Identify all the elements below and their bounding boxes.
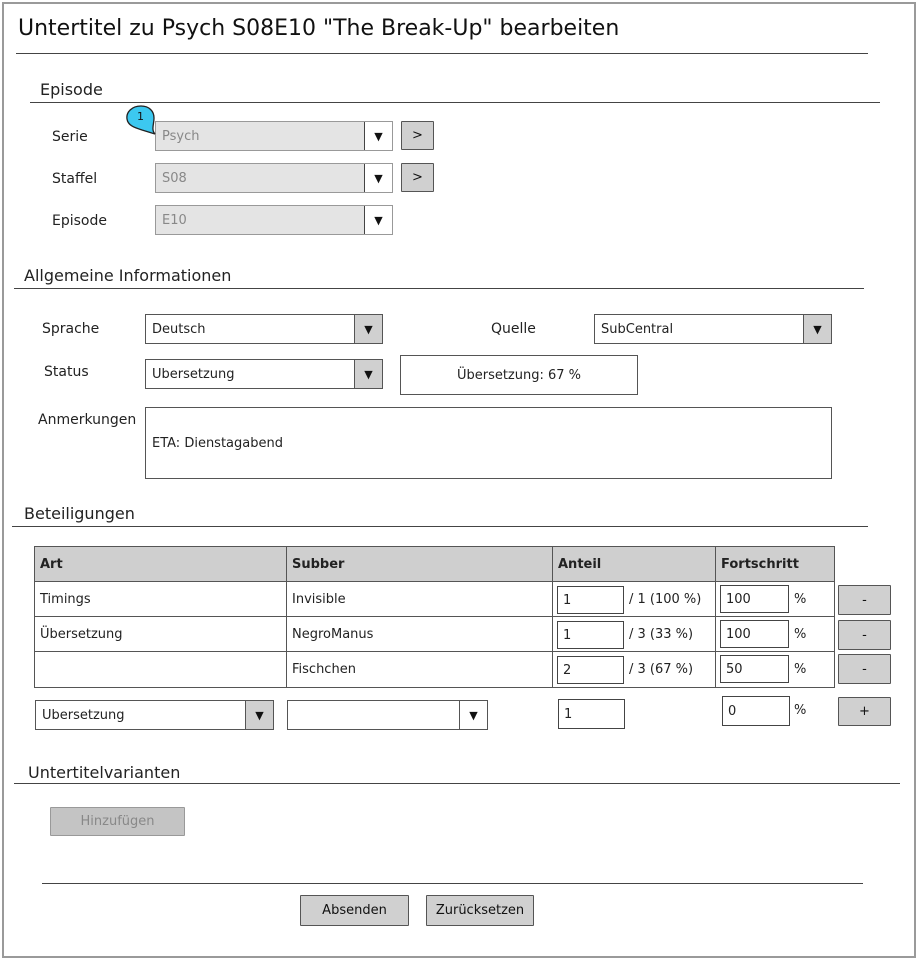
- chevron-down-icon[interactable]: ▼: [364, 122, 392, 150]
- row-art: Timings: [35, 582, 287, 616]
- quelle-label: Quelle: [491, 321, 536, 337]
- section-heading-contributions: Beteiligungen: [24, 504, 135, 523]
- chevron-down-icon[interactable]: ▼: [803, 315, 831, 343]
- episode-select[interactable]: [155, 205, 393, 235]
- add-variant-button[interactable]: Hinzufügen: [50, 807, 185, 836]
- table-header-row: [35, 547, 834, 582]
- reset-button[interactable]: Zurücksetzen: [426, 895, 534, 926]
- row-subber: NegroManus: [287, 617, 553, 651]
- row-fortschritt-cell: [716, 652, 834, 687]
- sprache-label: Sprache: [42, 321, 100, 337]
- row-fortschritt-cell: [716, 617, 834, 651]
- new-art-select-value: Übersetzung: [42, 707, 125, 723]
- new-percent-unit: %: [794, 703, 807, 718]
- row-subber: Invisible: [287, 582, 553, 616]
- row-art: Übersetzung: [35, 617, 287, 651]
- chevron-down-icon[interactable]: ▼: [364, 164, 392, 192]
- quelle-select-value: SubCentral: [601, 321, 674, 337]
- annotation-badge-number: 1: [137, 110, 144, 123]
- anmerkungen-label: Anmerkungen: [38, 412, 137, 428]
- status-label: Status: [44, 364, 89, 380]
- status-progress-display: Übersetzung: 67 %: [400, 355, 638, 395]
- column-header-anteil: Anteil: [553, 547, 716, 581]
- new-fortschritt-input[interactable]: 0: [722, 696, 790, 726]
- fortschritt-input[interactable]: 100: [720, 620, 789, 648]
- quelle-select[interactable]: [594, 314, 832, 344]
- anmerkungen-textarea[interactable]: ETA: Dienstagabend: [145, 407, 832, 479]
- section-heading-episode: Episode: [40, 80, 103, 99]
- footer-divider: [42, 883, 863, 884]
- add-row-button[interactable]: +: [838, 697, 891, 726]
- status-select[interactable]: [145, 359, 383, 389]
- staffel-next-button[interactable]: >: [401, 163, 434, 192]
- serie-next-button[interactable]: >: [401, 121, 434, 150]
- serie-select[interactable]: [155, 121, 393, 151]
- submit-button[interactable]: Absenden: [300, 895, 409, 926]
- variants-divider: [14, 783, 900, 784]
- section-heading-variants: Untertitelvarianten: [28, 763, 181, 782]
- row-subber: Fischchen: [287, 652, 553, 687]
- remove-row-button[interactable]: -: [838, 654, 891, 684]
- column-header-fortschritt: Fortschritt: [721, 556, 799, 572]
- chevron-down-icon[interactable]: ▼: [364, 206, 392, 234]
- row-anteil-cell: [553, 652, 716, 687]
- staffel-label: Staffel: [52, 171, 98, 187]
- general-divider: [14, 288, 864, 289]
- staffel-select-value: S08: [162, 170, 187, 186]
- column-header-art: Art: [35, 547, 287, 581]
- anteil-total: / 3 (33 %): [629, 626, 694, 642]
- remove-row-button[interactable]: -: [838, 620, 891, 650]
- page-title: Untertitel zu Psych S08E10 "The Break-Up" bearbeiten: [18, 16, 620, 41]
- row-art: [35, 652, 287, 687]
- remove-row-button[interactable]: -: [838, 585, 891, 615]
- row-fortschritt-cell: [716, 582, 834, 616]
- section-heading-general: Allgemeine Informationen: [24, 266, 232, 285]
- annotation-badge: [124, 104, 160, 136]
- episode-select-value: E10: [162, 212, 187, 228]
- chevron-down-icon[interactable]: ▼: [354, 360, 382, 388]
- anteil-input[interactable]: 2: [557, 656, 624, 684]
- serie-select-value: Psych: [162, 128, 200, 144]
- fortschritt-input[interactable]: 50: [720, 655, 789, 683]
- serie-label: Serie: [52, 129, 88, 145]
- status-select-value: Übersetzung: [152, 366, 235, 382]
- sprache-select[interactable]: [145, 314, 383, 344]
- episode-divider: [30, 102, 880, 103]
- staffel-select[interactable]: [155, 163, 393, 193]
- episode-label: Episode: [52, 213, 107, 229]
- sprache-select-value: Deutsch: [152, 321, 206, 337]
- percent-unit: %: [794, 662, 807, 677]
- table-row: [35, 652, 834, 687]
- anteil-input[interactable]: 1: [557, 586, 624, 614]
- row-anteil-cell: [553, 582, 716, 616]
- new-subber-select[interactable]: [287, 700, 488, 730]
- table-row: [35, 617, 834, 652]
- row-anteil-cell: [553, 617, 716, 651]
- chevron-down-icon[interactable]: ▼: [354, 315, 382, 343]
- fortschritt-input[interactable]: 100: [720, 585, 789, 613]
- anteil-input[interactable]: 1: [557, 621, 624, 649]
- new-art-select[interactable]: [35, 700, 274, 730]
- chevron-down-icon[interactable]: ▼: [245, 701, 273, 729]
- chevron-down-icon[interactable]: ▼: [459, 701, 487, 729]
- contributions-divider: [12, 526, 868, 527]
- anteil-total: / 3 (67 %): [629, 662, 694, 677]
- contributions-table: [34, 546, 835, 688]
- percent-unit: %: [794, 591, 807, 607]
- new-anteil-input[interactable]: 1: [558, 699, 625, 729]
- percent-unit: %: [794, 626, 807, 642]
- title-divider: [16, 53, 868, 54]
- table-row: [35, 582, 834, 617]
- anteil-total: / 1 (100 %): [629, 591, 702, 607]
- column-header-subber: Subber: [287, 547, 553, 581]
